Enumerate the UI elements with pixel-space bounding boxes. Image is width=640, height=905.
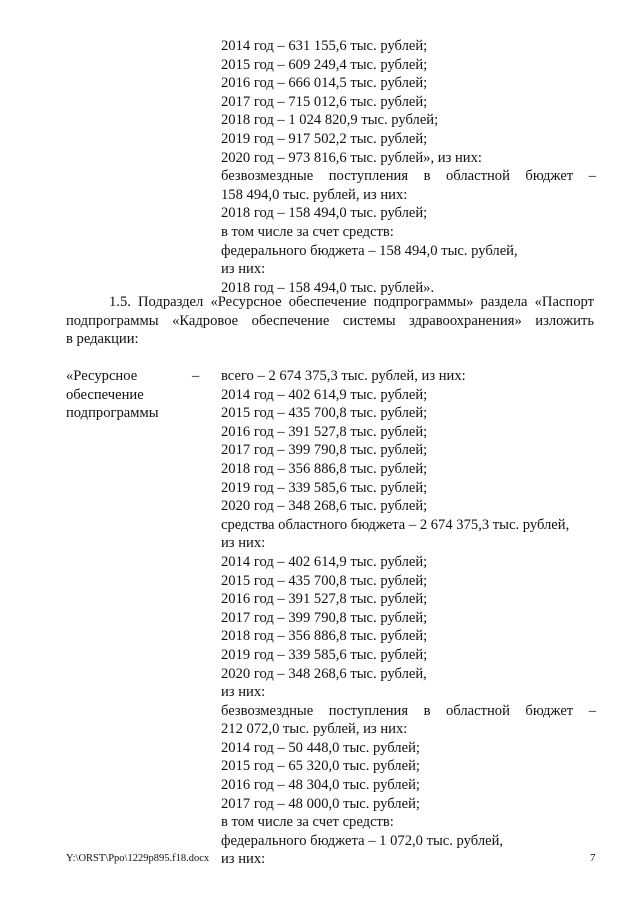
- text-line: 2018 год – 158 494,0 тыс. рублей».: [221, 279, 435, 296]
- text-line: 2014 год – 631 155,6 тыс. рублей;: [221, 38, 428, 54]
- text-line: 2015 год – 435 700,8 тыс. рублей;: [221, 405, 428, 422]
- section-paragraph: [66, 293, 594, 349]
- text-line: 2017 год – 715 012,6 тыс. рублей;: [221, 93, 428, 110]
- text-line: из них:: [221, 535, 266, 552]
- text-line: 2014 год – 50 448,0 тыс. рублей;: [221, 739, 420, 756]
- resource-label: [66, 367, 206, 423]
- label-line: подпрограммы: [66, 405, 159, 422]
- text-line: в том числе за счет средств:: [221, 223, 394, 240]
- text-line: безвозмездные поступления в областной бюджет –: [221, 168, 596, 185]
- text-line: 2017 год – 399 790,8 тыс. рублей;: [221, 609, 428, 626]
- text-line: 2019 год – 339 585,6 тыс. рублей;: [221, 646, 428, 663]
- text-line: 2016 год – 391 527,8 тыс. рублей;: [221, 423, 428, 440]
- text-line: 2014 год – 402 614,9 тыс. рублей;: [221, 386, 428, 403]
- page-number: 7: [590, 852, 596, 864]
- text-line: 2015 год – 609 249,4 тыс. рублей;: [221, 56, 428, 73]
- paragraph-line: 1.5. Подраздел «Ресурсное обеспечение подпрограммы» раздела «Паспорт: [109, 294, 594, 310]
- text-line: 2015 год – 65 320,0 тыс. рублей;: [221, 758, 420, 775]
- text-line: 2017 год – 399 790,8 тыс. рублей;: [221, 442, 428, 459]
- text-line: 2018 год – 356 886,8 тыс. рублей;: [221, 460, 428, 477]
- label-dash: –: [192, 368, 200, 384]
- text-line: 2017 год – 48 000,0 тыс. рублей;: [221, 795, 420, 812]
- text-line: 212 072,0 тыс. рублей, из них:: [221, 721, 408, 738]
- label-line: «Ресурсное: [66, 368, 138, 384]
- text-line: 2019 год – 917 502,2 тыс. рублей;: [221, 130, 428, 147]
- text-line: из них:: [221, 684, 266, 701]
- text-line: 158 494,0 тыс. рублей, из них:: [221, 186, 408, 203]
- footer-file-path: Y:\ORST\Ppo\1229p895.f18.docx: [66, 853, 210, 864]
- text-line: из них:: [221, 851, 266, 868]
- text-line: 2020 год – 348 268,6 тыс. рублей;: [221, 498, 428, 515]
- text-line: всего – 2 674 375,3 тыс. рублей, из них:: [221, 368, 466, 384]
- text-line: 2015 год – 435 700,8 тыс. рублей;: [221, 572, 428, 589]
- text-line: 2016 год – 391 527,8 тыс. рублей;: [221, 591, 428, 608]
- text-line: из них:: [221, 261, 266, 278]
- text-line: 2018 год – 158 494,0 тыс. рублей;: [221, 205, 428, 222]
- resource-funding-block: [221, 367, 596, 869]
- funding-continuation-block: [221, 37, 596, 297]
- text-line: федерального бюджета – 1 072,0 тыс. рублей,: [221, 832, 504, 849]
- text-line: в том числе за счет средств:: [221, 814, 394, 831]
- text-line: 2016 год – 48 304,0 тыс. рублей;: [221, 777, 420, 794]
- paragraph-line: подпрограммы «Кадровое обеспечение системы здравоохранения» изложить: [66, 312, 594, 329]
- paragraph-line: в редакции:: [66, 331, 139, 348]
- text-line: средства областного бюджета – 2 674 375,3 тыс. рублей,: [221, 516, 570, 533]
- text-line: 2016 год – 666 014,5 тыс. рублей;: [221, 75, 428, 92]
- text-line: 2018 год – 356 886,8 тыс. рублей;: [221, 628, 428, 645]
- label-line: обеспечение: [66, 386, 144, 403]
- text-line: 2020 год – 348 268,6 тыс. рублей,: [221, 665, 427, 682]
- text-line: федерального бюджета – 158 494,0 тыс. рублей,: [221, 242, 518, 259]
- text-line: 2014 год – 402 614,9 тыс. рублей;: [221, 553, 428, 570]
- text-line: 2018 год – 1 024 820,9 тыс. рублей;: [221, 112, 439, 129]
- text-line: 2019 год – 339 585,6 тыс. рублей;: [221, 479, 428, 496]
- text-line: безвозмездные поступления в областной бюджет –: [221, 702, 596, 719]
- text-line: 2020 год – 973 816,6 тыс. рублей», из них:: [221, 149, 482, 166]
